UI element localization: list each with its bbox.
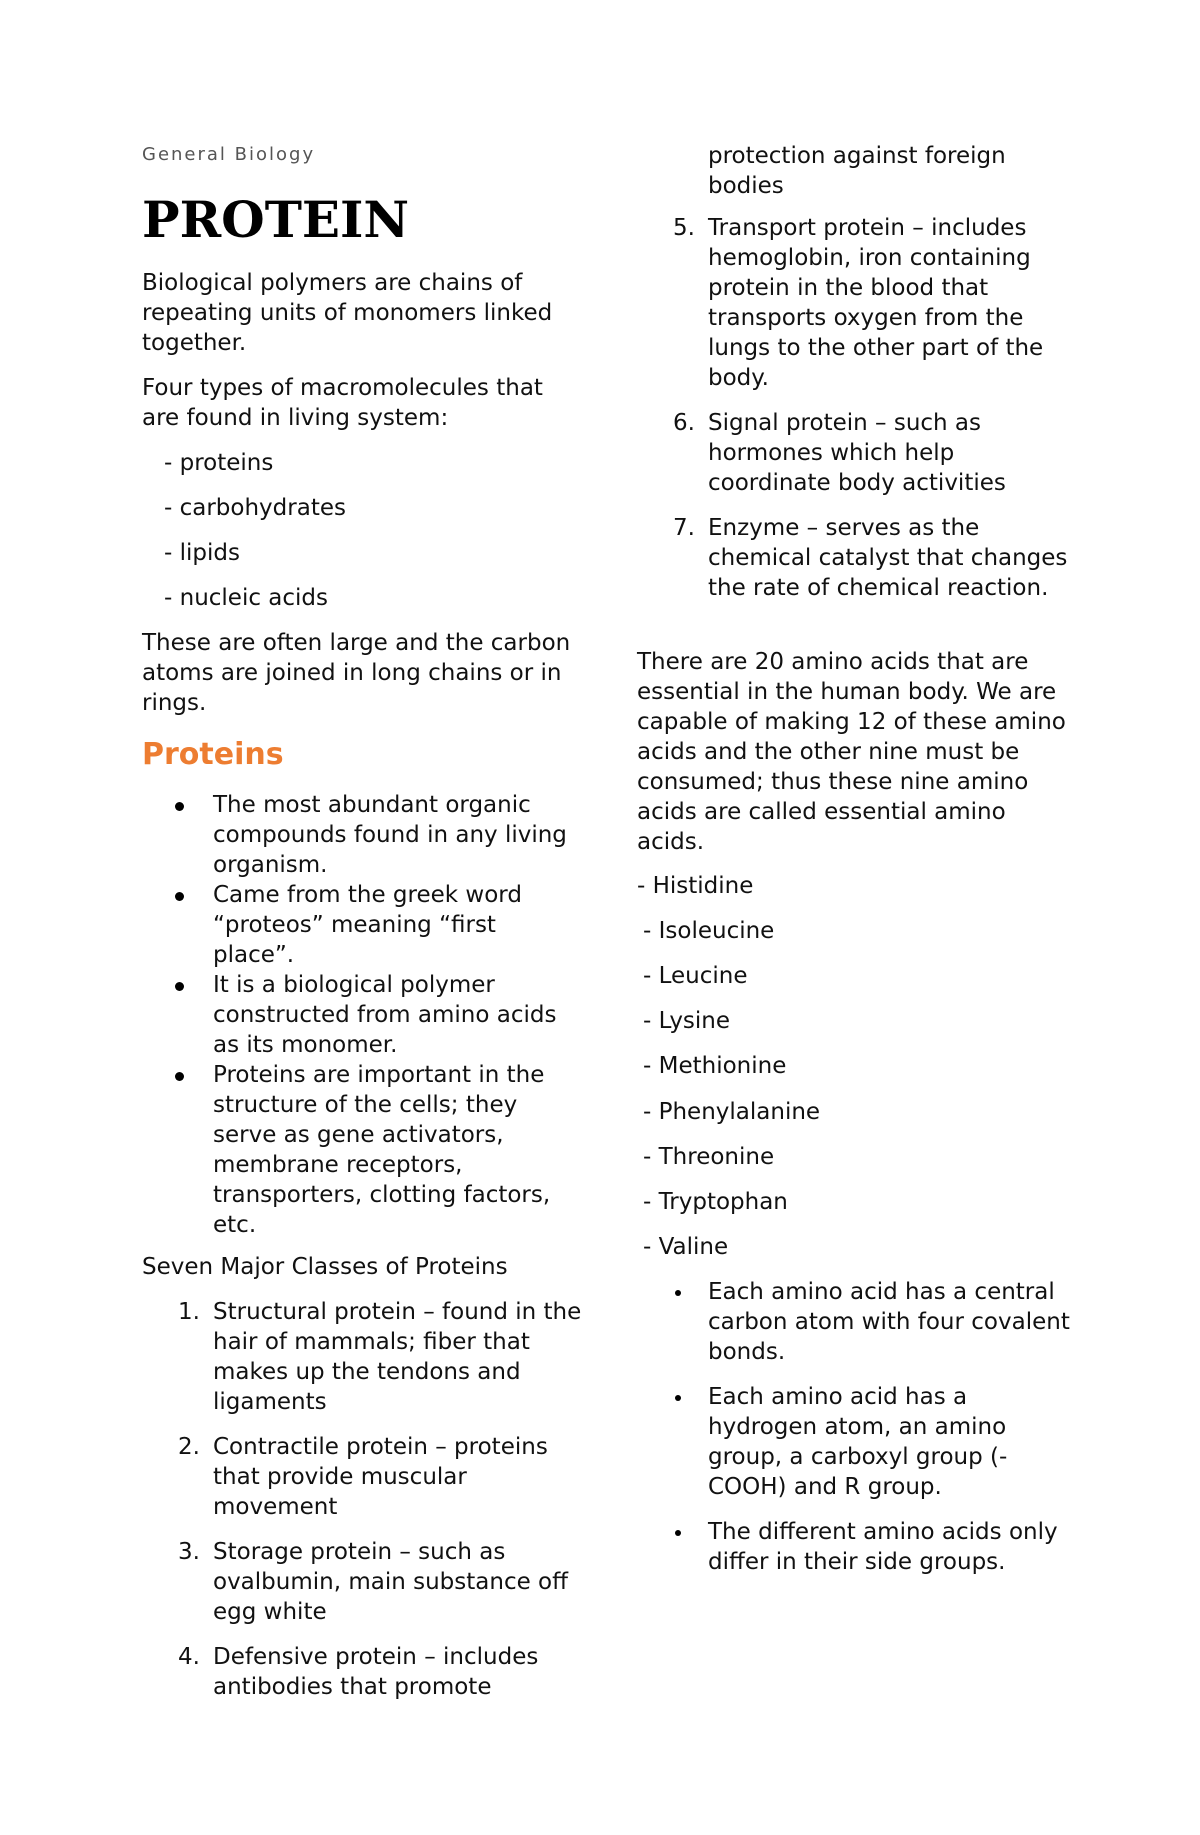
- list-number: 4.: [178, 1644, 200, 1670]
- macromolecule-item: - lipids: [164, 540, 240, 566]
- classes-heading: Seven Major Classes of Proteins: [142, 1254, 508, 1280]
- continued-text: protection against foreign bodies: [708, 143, 1006, 199]
- list-number: 3.: [178, 1539, 200, 1565]
- amino-acid-item: - Isoleucine: [643, 918, 775, 944]
- list-text: Contractile protein – proteins that provide muscular movement: [213, 1434, 548, 1520]
- bullet-icon: [175, 1072, 184, 1081]
- list-text: Signal protein – such as hormones which help coordinate body activities: [708, 410, 1006, 496]
- list-number: 1.: [178, 1299, 200, 1325]
- classes-list-left: [142, 1297, 582, 1717]
- amino-acid-item: - Threonine: [643, 1144, 775, 1170]
- list-item: [142, 1537, 582, 1627]
- list-text: Defensive protein – includes antibodies that promote: [213, 1644, 539, 1700]
- list-number: 5.: [673, 215, 695, 241]
- list-item: [142, 1642, 582, 1702]
- list-number: 7.: [673, 515, 695, 541]
- amino-facts-list: [637, 1277, 1077, 1592]
- list-item: [142, 880, 582, 970]
- amino-acid-item: - Lysine: [643, 1008, 731, 1034]
- bullet-icon: [175, 802, 184, 811]
- bullet-text: The most abundant organic compounds found in any living organism.: [213, 792, 567, 878]
- amino-intro-paragraph: There are 20 amino acids that are essential in the human body. We are capable of making 12 of these amino acids and the other nine must be consumed; thus these nine amino acids are called essential amino acids.: [637, 649, 1066, 855]
- list-item: [637, 408, 1077, 498]
- bullet-icon: [175, 982, 184, 991]
- amino-acid-item: - Tryptophan: [643, 1189, 788, 1215]
- list-item: [637, 1517, 1077, 1577]
- bullet-text: Came from the greek word “proteos” meaning “first place”.: [213, 882, 522, 968]
- list-item: [637, 513, 1077, 603]
- list-item: [637, 213, 1077, 393]
- list-item: [142, 1432, 582, 1522]
- amino-acid-item: - Valine: [643, 1234, 729, 1260]
- classes-list-right: [637, 213, 1077, 618]
- bullet-icon: [675, 1530, 681, 1536]
- macromolecule-item: - nucleic acids: [164, 585, 329, 611]
- macromolecule-item: - proteins: [164, 450, 274, 476]
- intro-paragraph: Biological polymers are chains of repeating units of monomers linked together.: [142, 270, 553, 356]
- list-number: 2.: [178, 1434, 200, 1460]
- list-text: Storage protein – such as ovalbumin, main substance off egg white: [213, 1539, 568, 1625]
- amino-acid-item: - Methionine: [643, 1053, 787, 1079]
- often-large-paragraph: These are often large and the carbon atoms are joined in long chains or in rings.: [142, 630, 571, 716]
- list-item: [142, 1060, 582, 1240]
- list-item: [637, 1382, 1077, 1502]
- protein-bullet-list: [142, 790, 582, 1240]
- proteins-heading: Proteins: [142, 737, 284, 772]
- bullet-text: Each amino acid has a hydrogen atom, an amino group, a carboxyl group (-COOH) and R group.: [708, 1384, 1008, 1500]
- list-item: [142, 970, 582, 1060]
- list-text: Enzyme – serves as the chemical catalyst that changes the rate of chemical reaction.: [708, 515, 1068, 601]
- list-text: Structural protein – found in the hair of mammals; fiber that makes up the tendons and ligaments: [213, 1299, 582, 1415]
- bullet-icon: [175, 892, 184, 901]
- list-item: [142, 1297, 582, 1417]
- bullet-text: The different amino acids only differ in their side groups.: [708, 1519, 1058, 1575]
- page-title: PROTEIN: [142, 190, 410, 249]
- subject-header: General Biology: [142, 144, 316, 165]
- bullet-icon: [675, 1290, 681, 1296]
- list-text: Transport protein – includes hemoglobin, iron containing protein in the blood that transports oxygen from the lungs to the other part of the body.: [708, 215, 1044, 391]
- bullet-text: It is a biological polymer constructed from amino acids as its monomer.: [213, 972, 557, 1058]
- macromolecule-item: - carbohydrates: [164, 495, 346, 521]
- list-number: 6.: [673, 410, 695, 436]
- amino-acid-item: - Phenylalanine: [643, 1099, 821, 1125]
- amino-acid-item: - Leucine: [643, 963, 748, 989]
- list-item: [142, 790, 582, 880]
- bullet-text: Proteins are important in the structure of the cells; they serve as gene activators, membrane receptors, transporters, clotting factors, etc.: [213, 1062, 551, 1238]
- four-types-paragraph: Four types of macromolecules that are found in living system:: [142, 375, 543, 431]
- list-item: [637, 1277, 1077, 1367]
- bullet-icon: [675, 1395, 681, 1401]
- bullet-text: Each amino acid has a central carbon atom with four covalent bonds.: [708, 1279, 1070, 1365]
- amino-acid-item: - Histidine: [637, 873, 754, 899]
